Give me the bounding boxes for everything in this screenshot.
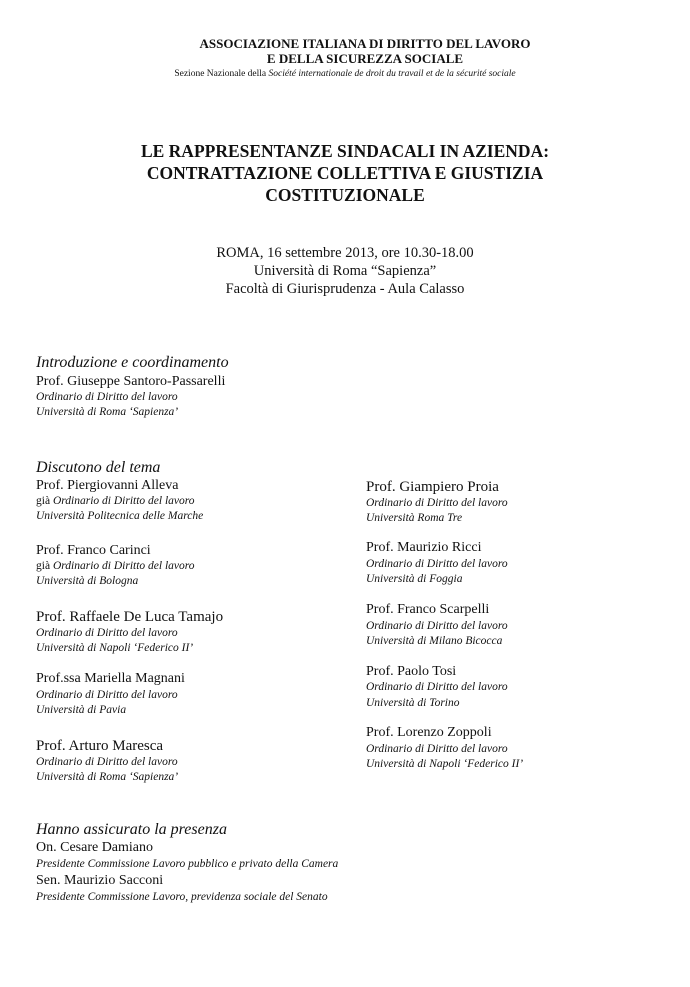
- org-name-line1: ASSOCIAZIONE ITALIANA DI DIRITTO DEL LAVORO: [199, 36, 531, 51]
- org-section: [130, 68, 560, 80]
- org-name-line2: E DELLA SICUREZZA SOCIALE: [266, 51, 464, 66]
- speaker-role: Ordinario di Diritto del lavoro: [36, 689, 178, 701]
- title-line2: CONTRATTAZIONE COLLETTIVA E GIUSTIZIA: [146, 163, 544, 183]
- speaker-role: [36, 559, 195, 574]
- event-university: Università di Roma “Sapienza”: [253, 263, 437, 279]
- speaker-affiliation: Università di Pavia: [36, 704, 127, 716]
- intro-speaker-role: Ordinario di Diritto del lavoro: [36, 391, 178, 403]
- speaker-role: [36, 494, 195, 509]
- speaker-name: Prof. Paolo Tosi: [366, 664, 457, 679]
- speaker-name: Prof. Lorenzo Zoppoli: [366, 725, 492, 740]
- speaker-role: Ordinario di Diritto del lavoro: [366, 681, 508, 693]
- speaker-affiliation: Università Roma Tre: [366, 512, 463, 524]
- speaker-name: Prof. Arturo Maresca: [36, 738, 164, 754]
- speaker-affiliation: Università di Milano Bicocca: [366, 635, 503, 647]
- presence-name: Sen. Maurizio Sacconi: [36, 873, 164, 888]
- speaker-role: Ordinario di Diritto del lavoro: [366, 497, 508, 509]
- presence-role: Presidente Commissione Lavoro, previdenza sociale del Senato: [36, 891, 328, 903]
- speaker-name: Prof. Maurizio Ricci: [366, 540, 482, 555]
- speaker-affiliation: Università di Torino: [366, 697, 460, 709]
- intro-speaker-name: Prof. Giuseppe Santoro-Passarelli: [36, 374, 226, 389]
- speaker-affiliation: Università di Bologna: [36, 575, 139, 587]
- presence-name: On. Cesare Damiano: [36, 840, 154, 855]
- speaker-role: Ordinario di Diritto del lavoro: [36, 756, 178, 768]
- speaker-affiliation: Università di Roma ‘Sapienza’: [36, 771, 179, 783]
- event-date: ROMA, 16 settembre 2013, ore 10.30-18.00: [216, 245, 474, 261]
- org-section-name: Société internationale de droit du travail et de la sécurité sociale: [268, 69, 516, 79]
- speaker-affiliation: Università di Napoli ‘Federico II’: [366, 758, 524, 770]
- speaker-role: Ordinario di Diritto del lavoro: [366, 558, 508, 570]
- role-text: Ordinario di Diritto del lavoro: [52, 495, 195, 507]
- speaker-name: Prof. Franco Carinci: [36, 543, 151, 558]
- org-section-prefix: Sezione Nazionale della: [174, 69, 267, 79]
- speaker-affiliation: Università di Napoli ‘Federico II’: [36, 642, 194, 654]
- role-prefix: già: [36, 560, 51, 572]
- intro-speaker-affiliation: Università di Roma ‘Sapienza’: [36, 406, 179, 418]
- speaker-affiliation: Università Politecnica delle Marche: [36, 510, 204, 522]
- presence-role: Presidente Commissione Lavoro pubblico e privato della Camera: [36, 858, 339, 870]
- speaker-role: Ordinario di Diritto del lavoro: [36, 627, 178, 639]
- speaker-name: Prof. Piergiovanni Alleva: [36, 478, 179, 493]
- speaker-name: Prof. Franco Scarpelli: [366, 602, 490, 617]
- title-line3: COSTITUZIONALE: [265, 185, 425, 205]
- event-venue: Facoltà di Giurisprudenza - Aula Calasso: [225, 281, 465, 297]
- presence-heading: Hanno assicurato la presenza: [36, 821, 227, 838]
- speaker-name: Prof. Giampiero Proia: [366, 479, 499, 495]
- discussion-heading: Discutono del tema: [36, 459, 161, 476]
- speaker-affiliation: Università di Foggia: [366, 573, 463, 585]
- role-prefix: già: [36, 495, 51, 507]
- speaker-role: Ordinario di Diritto del lavoro: [366, 743, 508, 755]
- speaker-name: Prof.ssa Mariella Magnani: [36, 671, 185, 686]
- speaker-name: Prof. Raffaele De Luca Tamajo: [36, 609, 224, 625]
- role-text: Ordinario di Diritto del lavoro: [52, 560, 195, 572]
- speaker-role: Ordinario di Diritto del lavoro: [366, 620, 508, 632]
- intro-heading: Introduzione e coordinamento: [36, 354, 229, 371]
- title-line1: LE RAPPRESENTANZE SINDACALI IN AZIENDA:: [140, 141, 550, 161]
